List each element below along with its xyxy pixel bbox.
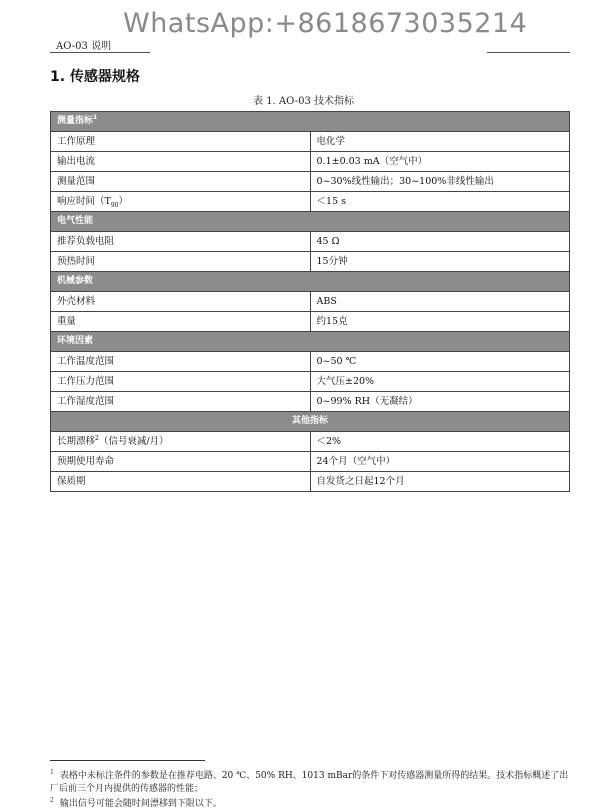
footnote-mark: 2 [50,797,54,804]
spec-label: 工作原理 [57,135,96,147]
table-row [51,192,570,212]
spec-label-cell [51,172,311,192]
running-header: AO-03 说明 [56,41,112,52]
spec-label-suffix: （信号衰减/月） [98,435,169,447]
group-title: 机械参数 [57,276,94,286]
table-group-row [51,412,570,432]
spec-value: 0.1±0.03 mA（空气中） [316,155,428,167]
spec-value-cell [310,392,570,412]
table-row [51,352,570,372]
section-heading: 1. 传感器规格 [50,69,140,85]
group-title: 环境因素 [57,336,94,346]
label-subscript: 90 [110,201,119,209]
spec-label-cell [51,192,311,212]
table-group-row [51,332,570,352]
group-heading [51,212,570,232]
table-row [51,172,570,192]
table-row [51,432,570,452]
table-row [51,472,570,492]
spec-label-cell [51,452,311,472]
spec-label-cell [51,232,311,252]
spec-value-cell [310,252,570,272]
group-title: 其他指标 [291,416,328,426]
footnote-ref: 1 [93,114,98,121]
header-rule-right [487,52,570,53]
spec-label-suffix: ） [118,195,128,207]
group-heading [51,112,570,132]
spec-label: 测量范围 [57,175,96,187]
spec-label: 工作湿度范围 [57,395,115,407]
spec-value: 24个月（空气中） [316,455,396,467]
footnote-mark: 1 [50,769,54,776]
table-row [51,232,570,252]
spec-label-cell [51,132,311,152]
table-row [51,292,570,312]
spec-label: 保质期 [57,475,86,487]
spec-value: 电化学 [316,135,346,147]
spec-value: ＜2% [316,435,342,447]
spec-value: ＜15 s [316,195,346,207]
group-heading [51,272,570,292]
footnote-1 [50,766,575,796]
spec-label-cell [51,292,311,312]
spec-label-cell [51,352,311,372]
spec-value: 自发货之日起12个月 [316,475,405,487]
group-title: 测量指标 [57,116,94,126]
spec-label-cell [51,312,311,332]
spec-value-cell [310,312,570,332]
spec-table-body [51,112,570,492]
footnote-2 [50,794,575,811]
spec-label: 预热时间 [57,255,96,267]
table-row [51,452,570,472]
table-group-row [51,272,570,292]
group-heading [51,412,570,432]
footnote-text: 表格中未标注条件的参数是在推荐电路、20 ℃、50% RH、1013 mBar的条件下对传感器测量所得的结果。技术指标概述了出厂后前三个月内提供的传感器的性能； [50,771,569,794]
spec-value-cell [310,452,570,472]
table-row [51,252,570,272]
spec-value-cell [310,132,570,152]
spec-label: 工作温度范围 [57,355,115,367]
spec-value: 0~30%线性输出；30~100%非线性输出 [316,175,494,187]
group-title: 电气性能 [57,216,94,226]
spec-label: 推荐负载电阻 [57,235,115,247]
table-row [51,132,570,152]
spec-value: 45 Ω [316,235,340,247]
spec-value: 0~99% RH（无凝结） [316,395,418,407]
spec-value-cell [310,152,570,172]
spec-label: 输出电流 [57,155,96,167]
spec-value-cell [310,192,570,212]
watermark-text: WhatsApp:+8618673035214 [123,8,528,39]
group-heading [51,332,570,352]
spec-value-cell [310,232,570,252]
footnote-text: 输出信号可能会随时间漂移到下限以下。 [59,799,222,809]
spec-value-cell [310,352,570,372]
table-row [51,312,570,332]
spec-label-cell [51,432,311,452]
spec-value: 约15克 [316,315,348,327]
footnote-rule [50,760,205,761]
spec-label-cell [51,252,311,272]
table-group-row [51,112,570,132]
spec-value: 大气压±20% [316,375,375,387]
spec-label-cell [51,392,311,412]
spec-value: ABS [316,295,337,307]
spec-value-cell [310,472,570,492]
table-row [51,392,570,412]
spec-label: 预期使用寿命 [57,455,115,467]
spec-value-cell [310,432,570,452]
spec-label: 长期漂移 [57,435,96,447]
spec-label: 响应时间（T [57,195,111,207]
spec-label: 工作压力范围 [57,375,115,387]
footnote-ref: 2 [95,434,99,442]
table-group-row [51,212,570,232]
header-rule-left [50,52,150,53]
table-row [51,372,570,392]
spec-label: 重量 [57,315,77,327]
spec-value-cell [310,372,570,392]
spec-table [50,111,570,492]
spec-value: 0~50 ℃ [316,355,357,367]
table-caption: 表 1. AO-03 技术指标 [253,96,354,107]
spec-label-cell [51,472,311,492]
spec-label-cell [51,372,311,392]
spec-label-cell [51,152,311,172]
spec-value: 15分钟 [316,255,348,267]
spec-value-cell [310,292,570,312]
table-row [51,152,570,172]
spec-label: 外壳材料 [57,295,96,307]
spec-value-cell [310,172,570,192]
